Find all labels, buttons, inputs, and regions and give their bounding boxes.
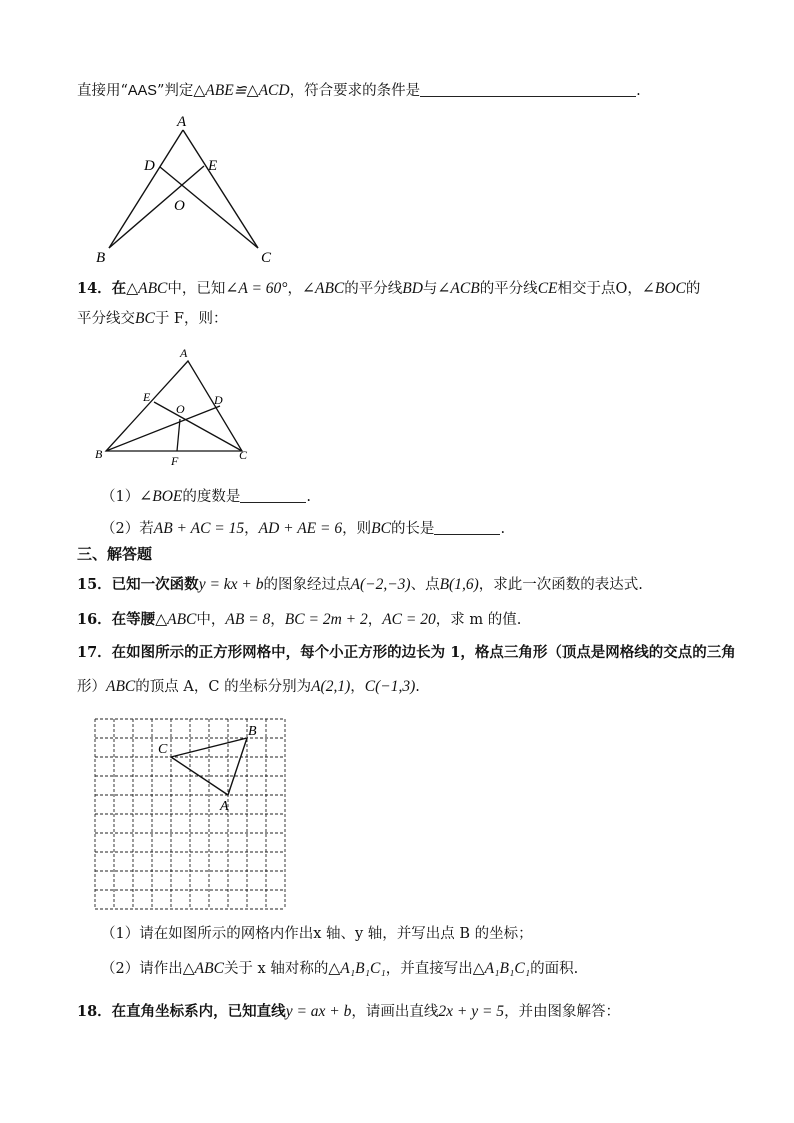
q17-text: 的顶点 A，C 的坐标分别为 — [135, 679, 312, 695]
q17-end: . — [415, 679, 420, 695]
label-O: O — [174, 198, 185, 214]
q14-text: 的长是 — [390, 521, 435, 537]
label-A: A — [180, 346, 188, 360]
q18-text: ，请画出直线 — [351, 1004, 439, 1020]
q17-text: （2）请作出 — [101, 961, 183, 977]
q13-end: . — [636, 83, 641, 99]
q14-text: 与 — [422, 281, 438, 297]
q16-eq2: BC = 2m + 2 — [284, 611, 368, 628]
label-O: O — [176, 402, 185, 416]
label-A: A — [177, 114, 187, 130]
q15-line — [77, 574, 643, 596]
q14-sub1-blank — [240, 486, 306, 503]
label-E: E — [143, 390, 151, 404]
q13-figure — [80, 108, 300, 273]
label-E: E — [208, 158, 218, 174]
label-C: C — [261, 250, 272, 266]
q13-text: 直接用“ — [77, 83, 128, 99]
q13-text: ，符合要求的条件是 — [289, 83, 421, 99]
q14-text: 的平分线 — [479, 281, 538, 297]
q14-bc: BC — [371, 520, 391, 537]
q14-end: . — [306, 489, 311, 505]
label-C: C — [158, 742, 168, 757]
label-A: A — [220, 799, 229, 814]
q15-function: y = kx + b — [198, 576, 264, 593]
q14-angle-boe: ∠BOE — [139, 488, 183, 505]
q15-point-b: B(1,6) — [439, 576, 479, 593]
q14-text: 相交于点O， — [557, 281, 642, 297]
q14-text: 中，已知 — [167, 281, 226, 297]
section-title: 三、解答题 — [77, 545, 153, 563]
q14-eq1: AB + AC = 15 — [153, 520, 245, 537]
q14-text: 的度数是 — [182, 489, 241, 505]
q16-eq1: AB = 8 — [225, 611, 271, 628]
q13-line — [77, 80, 641, 102]
q14-text: ，则 — [342, 521, 372, 537]
q17-line1 — [77, 642, 736, 664]
q17-text: ，并直接写出 — [385, 961, 473, 977]
segment-EB — [109, 166, 204, 248]
q17-line2 — [77, 676, 420, 698]
q14-sub2 — [101, 518, 505, 540]
q14-line1 — [77, 278, 700, 300]
q15-point-a: A(−2,−3) — [350, 576, 411, 593]
q17-text: 的面积. — [530, 961, 579, 977]
q13-answer-blank — [420, 80, 636, 97]
q14-bc: BC — [135, 310, 155, 327]
q17-triangle: ABC — [106, 678, 136, 695]
q14-triangle: △ABC — [126, 280, 168, 297]
q16-text: 16．在等腰 — [77, 611, 156, 628]
q14-angle-a: ∠A = 60° — [225, 280, 288, 297]
label-D: D — [144, 158, 155, 174]
q17-triangle-reflected: △A₁B₁C₁ — [472, 960, 531, 977]
q16-text: 中， — [196, 612, 226, 628]
q14-text: 于 F，则： — [154, 311, 228, 327]
q14-text: 的平分线 — [344, 281, 403, 297]
q17-text: ， — [350, 679, 365, 695]
q14-ce: CE — [537, 280, 558, 297]
q14-angle-acb: ∠ACB — [437, 280, 480, 297]
label-D: D — [214, 393, 223, 407]
q17-grid-figure — [95, 719, 287, 911]
q14-text: ， — [287, 281, 302, 297]
q17-triangle: △ABC — [182, 960, 224, 977]
q17-triangle-reflected: △A₁B₁C₁ — [328, 960, 386, 977]
label-B: B — [248, 724, 257, 739]
segment-AB — [109, 130, 183, 248]
q15-text: 15．已知一次函数 — [77, 576, 199, 593]
q18-line-equation-1: y = ax + b — [285, 1003, 352, 1020]
label-B: B — [96, 250, 106, 266]
grid-lines — [95, 719, 285, 909]
q16-text: ， — [367, 612, 383, 628]
label-F: F — [171, 454, 179, 468]
q18-text: 18．在直角坐标系内，已知直线 — [77, 1003, 286, 1020]
q14-figure — [92, 345, 262, 470]
q13-text: ”判定 — [156, 83, 194, 99]
q14-text: ， — [244, 521, 259, 537]
q14-sub2-label: （2）若 — [101, 521, 154, 537]
q18-line-equation-2: 2x + y = 5 — [438, 1003, 505, 1020]
q14-angle-abc: ∠ABC — [301, 280, 345, 297]
q14-sub1 — [101, 486, 311, 508]
q14-angle-boc: ∠BOC — [641, 280, 686, 297]
q17-sub2 — [101, 958, 578, 980]
q14-number: 14．在 — [77, 280, 127, 297]
q16-triangle: △ABC — [155, 611, 197, 628]
q13-congruence-formula: △ABE≌△ACD — [193, 82, 290, 99]
q16-text: ，求 m 的值. — [435, 612, 522, 628]
q14-text: 的 — [685, 281, 701, 297]
q14-sub2-blank — [434, 518, 500, 535]
label-B: B — [95, 447, 103, 461]
q18-line — [77, 1001, 620, 1023]
q14-end: . — [500, 521, 506, 537]
segment-AC — [183, 130, 258, 248]
q17-sub1-text: （1）请在如图所示的网格内作出x 轴、y 轴，并写出点 B 的坐标； — [101, 926, 533, 942]
segment-OF — [177, 419, 180, 451]
q14-text: 平分线交 — [77, 311, 135, 327]
q17-text: 关于 x 轴对称的 — [223, 961, 329, 977]
q16-eq3: AC = 20 — [382, 611, 436, 628]
q14-eq2: AD + AE = 6 — [258, 520, 343, 537]
q17-point-c: C(−1,3) — [364, 678, 416, 695]
q15-text: 的图象经过点 — [263, 577, 351, 593]
q15-text: ，求此一次函数的表达式. — [478, 577, 643, 593]
q18-text: ，并由图象解答： — [504, 1004, 621, 1020]
q14-sub1-label: （1） — [101, 489, 140, 505]
q15-text: 、点 — [410, 577, 440, 593]
q16-line — [77, 609, 521, 631]
q17-sub1 — [101, 923, 533, 945]
q17-text: 17．在如图所示的正方形网格中，每个小正方形的边长为 1，格点三角形（顶点是网格线的交点的三角 — [77, 644, 736, 661]
q13-aas: AAS — [127, 83, 157, 99]
q16-text: ， — [270, 612, 285, 628]
q14-bd: BD — [402, 280, 423, 297]
q17-text: 形） — [77, 679, 106, 695]
label-C: C — [239, 448, 248, 462]
q14-line2 — [77, 308, 227, 330]
q17-point-a: A(2,1) — [311, 678, 351, 695]
